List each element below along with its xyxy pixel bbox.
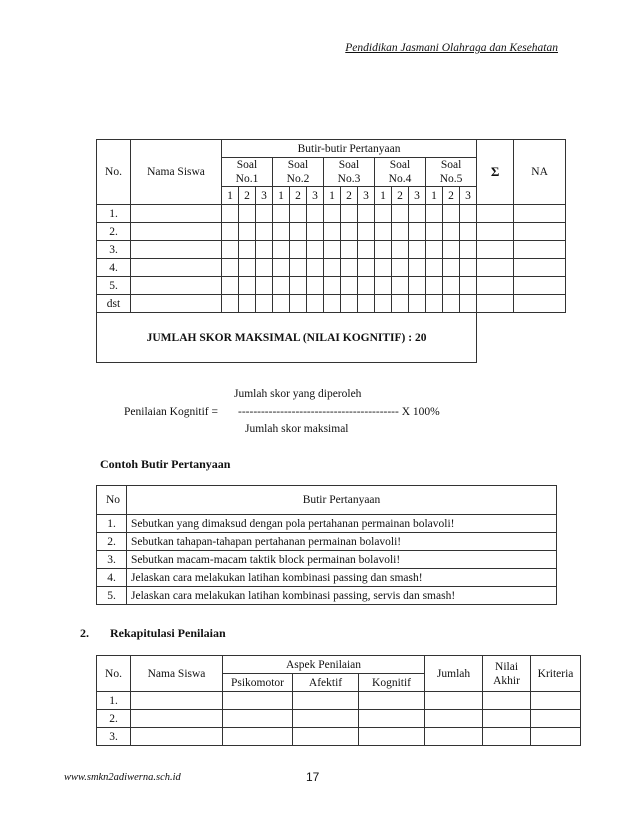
score-cell <box>239 259 256 277</box>
table-row <box>97 710 581 728</box>
score-cell <box>514 259 566 277</box>
soal-header: Soal No.4 <box>375 158 426 187</box>
row-number: 4. <box>97 259 131 277</box>
aspect-kognitif: Kognitif <box>359 674 425 692</box>
score-cell <box>358 259 375 277</box>
table-row <box>97 205 566 223</box>
sub-col: 3 <box>307 187 324 205</box>
score-cell <box>239 295 256 313</box>
row-number: 2. <box>97 710 131 728</box>
row-number: 3. <box>97 241 131 259</box>
formula-denominator: Jumlah skor maksimal <box>245 423 349 435</box>
score-cell <box>256 241 273 259</box>
sub-col: 3 <box>358 187 375 205</box>
question-text: Sebutkan macam-macam taktik block permainan bolavoli! <box>127 551 557 569</box>
score-cell <box>239 223 256 241</box>
score-cell <box>239 277 256 295</box>
score-cell <box>131 295 222 313</box>
recap-cell <box>293 728 359 746</box>
score-cell <box>409 259 426 277</box>
table-row <box>97 223 566 241</box>
question-number: 5. <box>97 587 127 605</box>
score-cell <box>341 241 358 259</box>
score-cell <box>222 205 239 223</box>
score-cell <box>341 259 358 277</box>
score-cell <box>239 205 256 223</box>
score-cell <box>307 205 324 223</box>
score-cell <box>256 205 273 223</box>
score-cell <box>409 241 426 259</box>
score-cell <box>358 205 375 223</box>
contoh-title: Contoh Butir Pertanyaan <box>100 457 231 471</box>
sub-col: 1 <box>273 187 290 205</box>
row-number: 1. <box>97 692 131 710</box>
recap-cell <box>425 728 483 746</box>
recap-cell <box>531 728 581 746</box>
score-cell <box>443 277 460 295</box>
row-number: dst <box>97 295 131 313</box>
question-text: Sebutkan tahapan-tahapan pertahanan permainan bolavoli! <box>127 533 557 551</box>
score-cell <box>460 223 477 241</box>
recap-cell <box>359 692 425 710</box>
sub-col: 3 <box>409 187 426 205</box>
aspect-group-header: Aspek Penilaian <box>223 656 425 674</box>
score-cell <box>290 223 307 241</box>
recap-cell <box>223 692 293 710</box>
table-row <box>97 533 557 551</box>
question-text: Sebutkan yang dimaksud dengan pola pertahanan permainan bolavoli! <box>127 515 557 533</box>
col-no-header: No. <box>97 140 131 205</box>
score-cell <box>392 295 409 313</box>
score-cell <box>392 223 409 241</box>
score-cell <box>375 259 392 277</box>
recap-cell <box>359 728 425 746</box>
score-cell <box>443 205 460 223</box>
score-cell <box>273 241 290 259</box>
table-row <box>97 551 557 569</box>
score-cell <box>409 205 426 223</box>
score-cell <box>392 241 409 259</box>
score-cell <box>460 205 477 223</box>
empty-cell <box>477 313 566 363</box>
scoring-table <box>96 139 566 363</box>
score-cell <box>273 259 290 277</box>
soal-header: Soal No.1 <box>222 158 273 187</box>
score-cell <box>477 277 514 295</box>
sub-col: 3 <box>256 187 273 205</box>
score-cell <box>358 241 375 259</box>
sub-col: 3 <box>460 187 477 205</box>
score-cell <box>460 241 477 259</box>
sub-col: 2 <box>443 187 460 205</box>
score-cell <box>290 277 307 295</box>
recap-cell <box>425 692 483 710</box>
score-cell <box>222 259 239 277</box>
score-cell <box>307 223 324 241</box>
score-cell <box>426 223 443 241</box>
score-cell <box>324 295 341 313</box>
score-cell <box>324 205 341 223</box>
col-jumlah-header: Jumlah <box>425 656 483 692</box>
score-cell <box>273 295 290 313</box>
score-cell <box>426 241 443 259</box>
score-cell <box>324 259 341 277</box>
sub-col: 2 <box>392 187 409 205</box>
score-cell <box>290 295 307 313</box>
score-cell <box>341 223 358 241</box>
recap-cell <box>131 728 223 746</box>
section-number: 2. <box>80 626 89 640</box>
recap-table <box>96 655 581 746</box>
page-header-title: Pendidikan Jasmani Olahraga dan Kesehatan <box>345 42 558 54</box>
score-cell <box>392 205 409 223</box>
footer-website: www.smkn2adiwerna.sch.id <box>64 772 181 783</box>
score-cell <box>131 223 222 241</box>
score-cell <box>409 295 426 313</box>
score-cell <box>375 295 392 313</box>
question-text: Jelaskan cara melakukan latihan kombinasi passing dan smash! <box>127 569 557 587</box>
table-row <box>97 587 557 605</box>
score-cell <box>131 259 222 277</box>
col-kriteria-header: Kriteria <box>531 656 581 692</box>
score-cell <box>375 205 392 223</box>
table-row <box>97 277 566 295</box>
score-cell <box>358 223 375 241</box>
score-cell <box>239 241 256 259</box>
recap-cell <box>483 710 531 728</box>
table-row <box>97 515 557 533</box>
question-number: 4. <box>97 569 127 587</box>
score-cell <box>341 295 358 313</box>
row-number: 3. <box>97 728 131 746</box>
col-nilai-akhir-header: Nilai Akhir <box>483 656 531 692</box>
recap-cell <box>359 710 425 728</box>
score-cell <box>222 241 239 259</box>
table-row <box>97 295 566 313</box>
score-cell <box>426 277 443 295</box>
recap-cell <box>293 692 359 710</box>
col-name-header: Nama Siswa <box>131 140 222 205</box>
sub-col: 1 <box>324 187 341 205</box>
score-cell <box>426 259 443 277</box>
score-cell <box>256 223 273 241</box>
score-cell <box>307 295 324 313</box>
score-cell <box>131 241 222 259</box>
sub-col: 1 <box>222 187 239 205</box>
score-cell <box>256 277 273 295</box>
score-cell <box>341 277 358 295</box>
recap-cell <box>425 710 483 728</box>
row-number: 5. <box>97 277 131 295</box>
score-cell <box>477 241 514 259</box>
score-cell <box>443 223 460 241</box>
score-cell <box>392 277 409 295</box>
score-cell <box>273 277 290 295</box>
table-row <box>97 241 566 259</box>
score-cell <box>460 259 477 277</box>
question-number: 3. <box>97 551 127 569</box>
recap-cell <box>483 692 531 710</box>
sub-col: 2 <box>239 187 256 205</box>
score-cell <box>514 241 566 259</box>
score-cell <box>222 277 239 295</box>
recap-cell <box>531 692 581 710</box>
score-cell <box>409 277 426 295</box>
table-row <box>97 692 581 710</box>
score-cell <box>131 277 222 295</box>
recap-cell <box>293 710 359 728</box>
soal-header: Soal No.2 <box>273 158 324 187</box>
score-cell <box>375 277 392 295</box>
sub-col: 1 <box>426 187 443 205</box>
score-cell <box>222 223 239 241</box>
score-cell <box>256 259 273 277</box>
score-cell <box>341 205 358 223</box>
score-cell <box>307 277 324 295</box>
soal-header: Soal No.5 <box>426 158 477 187</box>
table-row <box>97 259 566 277</box>
score-cell <box>477 223 514 241</box>
score-cell <box>514 223 566 241</box>
col-sigma-header: Σ <box>477 140 514 205</box>
col-butir-header: Butir Pertanyaan <box>127 486 557 515</box>
score-cell <box>392 259 409 277</box>
sub-col: 2 <box>290 187 307 205</box>
score-cell <box>375 223 392 241</box>
score-cell <box>324 223 341 241</box>
question-text: Jelaskan cara melakukan latihan kombinasi passing, servis dan smash! <box>127 587 557 605</box>
score-cell <box>443 295 460 313</box>
question-number: 1. <box>97 515 127 533</box>
score-cell <box>290 259 307 277</box>
score-cell <box>358 295 375 313</box>
score-cell <box>256 295 273 313</box>
aspect-psikomotor: Psikomotor <box>223 674 293 692</box>
score-cell <box>131 205 222 223</box>
score-cell <box>375 241 392 259</box>
row-number: 2. <box>97 223 131 241</box>
recap-cell <box>131 692 223 710</box>
table-row <box>97 569 557 587</box>
table-row <box>97 728 581 746</box>
col-no-header: No <box>97 486 127 515</box>
score-cell <box>358 277 375 295</box>
recap-cell <box>483 728 531 746</box>
recap-cell <box>531 710 581 728</box>
aspect-afektif: Afektif <box>293 674 359 692</box>
recap-cell <box>223 710 293 728</box>
score-cell <box>477 259 514 277</box>
formula-lhs: Penilaian Kognitif = <box>124 406 218 418</box>
score-cell <box>222 295 239 313</box>
question-number: 2. <box>97 533 127 551</box>
score-cell <box>290 241 307 259</box>
score-cell <box>443 259 460 277</box>
score-cell <box>426 205 443 223</box>
score-cell <box>443 241 460 259</box>
butir-group-header: Butir-butir Pertanyaan <box>222 140 477 158</box>
score-cell <box>273 205 290 223</box>
page-number: 17 <box>306 770 320 784</box>
soal-header: Soal No.3 <box>324 158 375 187</box>
score-cell <box>460 295 477 313</box>
total-score-row: JUMLAH SKOR MAKSIMAL (NILAI KOGNITIF) : 20 <box>97 313 477 363</box>
score-cell <box>307 259 324 277</box>
score-cell <box>477 205 514 223</box>
score-cell <box>273 223 290 241</box>
question-table <box>96 485 557 605</box>
recap-cell <box>131 710 223 728</box>
score-cell <box>426 295 443 313</box>
rekap-title: Rekapitulasi Penilaian <box>110 626 226 640</box>
col-na-header: NA <box>514 140 566 205</box>
score-cell <box>514 277 566 295</box>
score-cell <box>514 295 566 313</box>
score-cell <box>409 223 426 241</box>
formula-line: ------------------------------------------ X 100% <box>238 406 440 418</box>
formula-numerator: Jumlah skor yang diperoleh <box>234 388 362 400</box>
score-cell <box>514 205 566 223</box>
score-cell <box>307 241 324 259</box>
col-name-header: Nama Siswa <box>131 656 223 692</box>
score-cell <box>324 241 341 259</box>
score-cell <box>324 277 341 295</box>
score-cell <box>460 277 477 295</box>
row-number: 1. <box>97 205 131 223</box>
sub-col: 1 <box>375 187 392 205</box>
recap-cell <box>223 728 293 746</box>
score-cell <box>290 205 307 223</box>
sub-col: 2 <box>341 187 358 205</box>
score-cell <box>477 295 514 313</box>
col-no-header: No. <box>97 656 131 692</box>
